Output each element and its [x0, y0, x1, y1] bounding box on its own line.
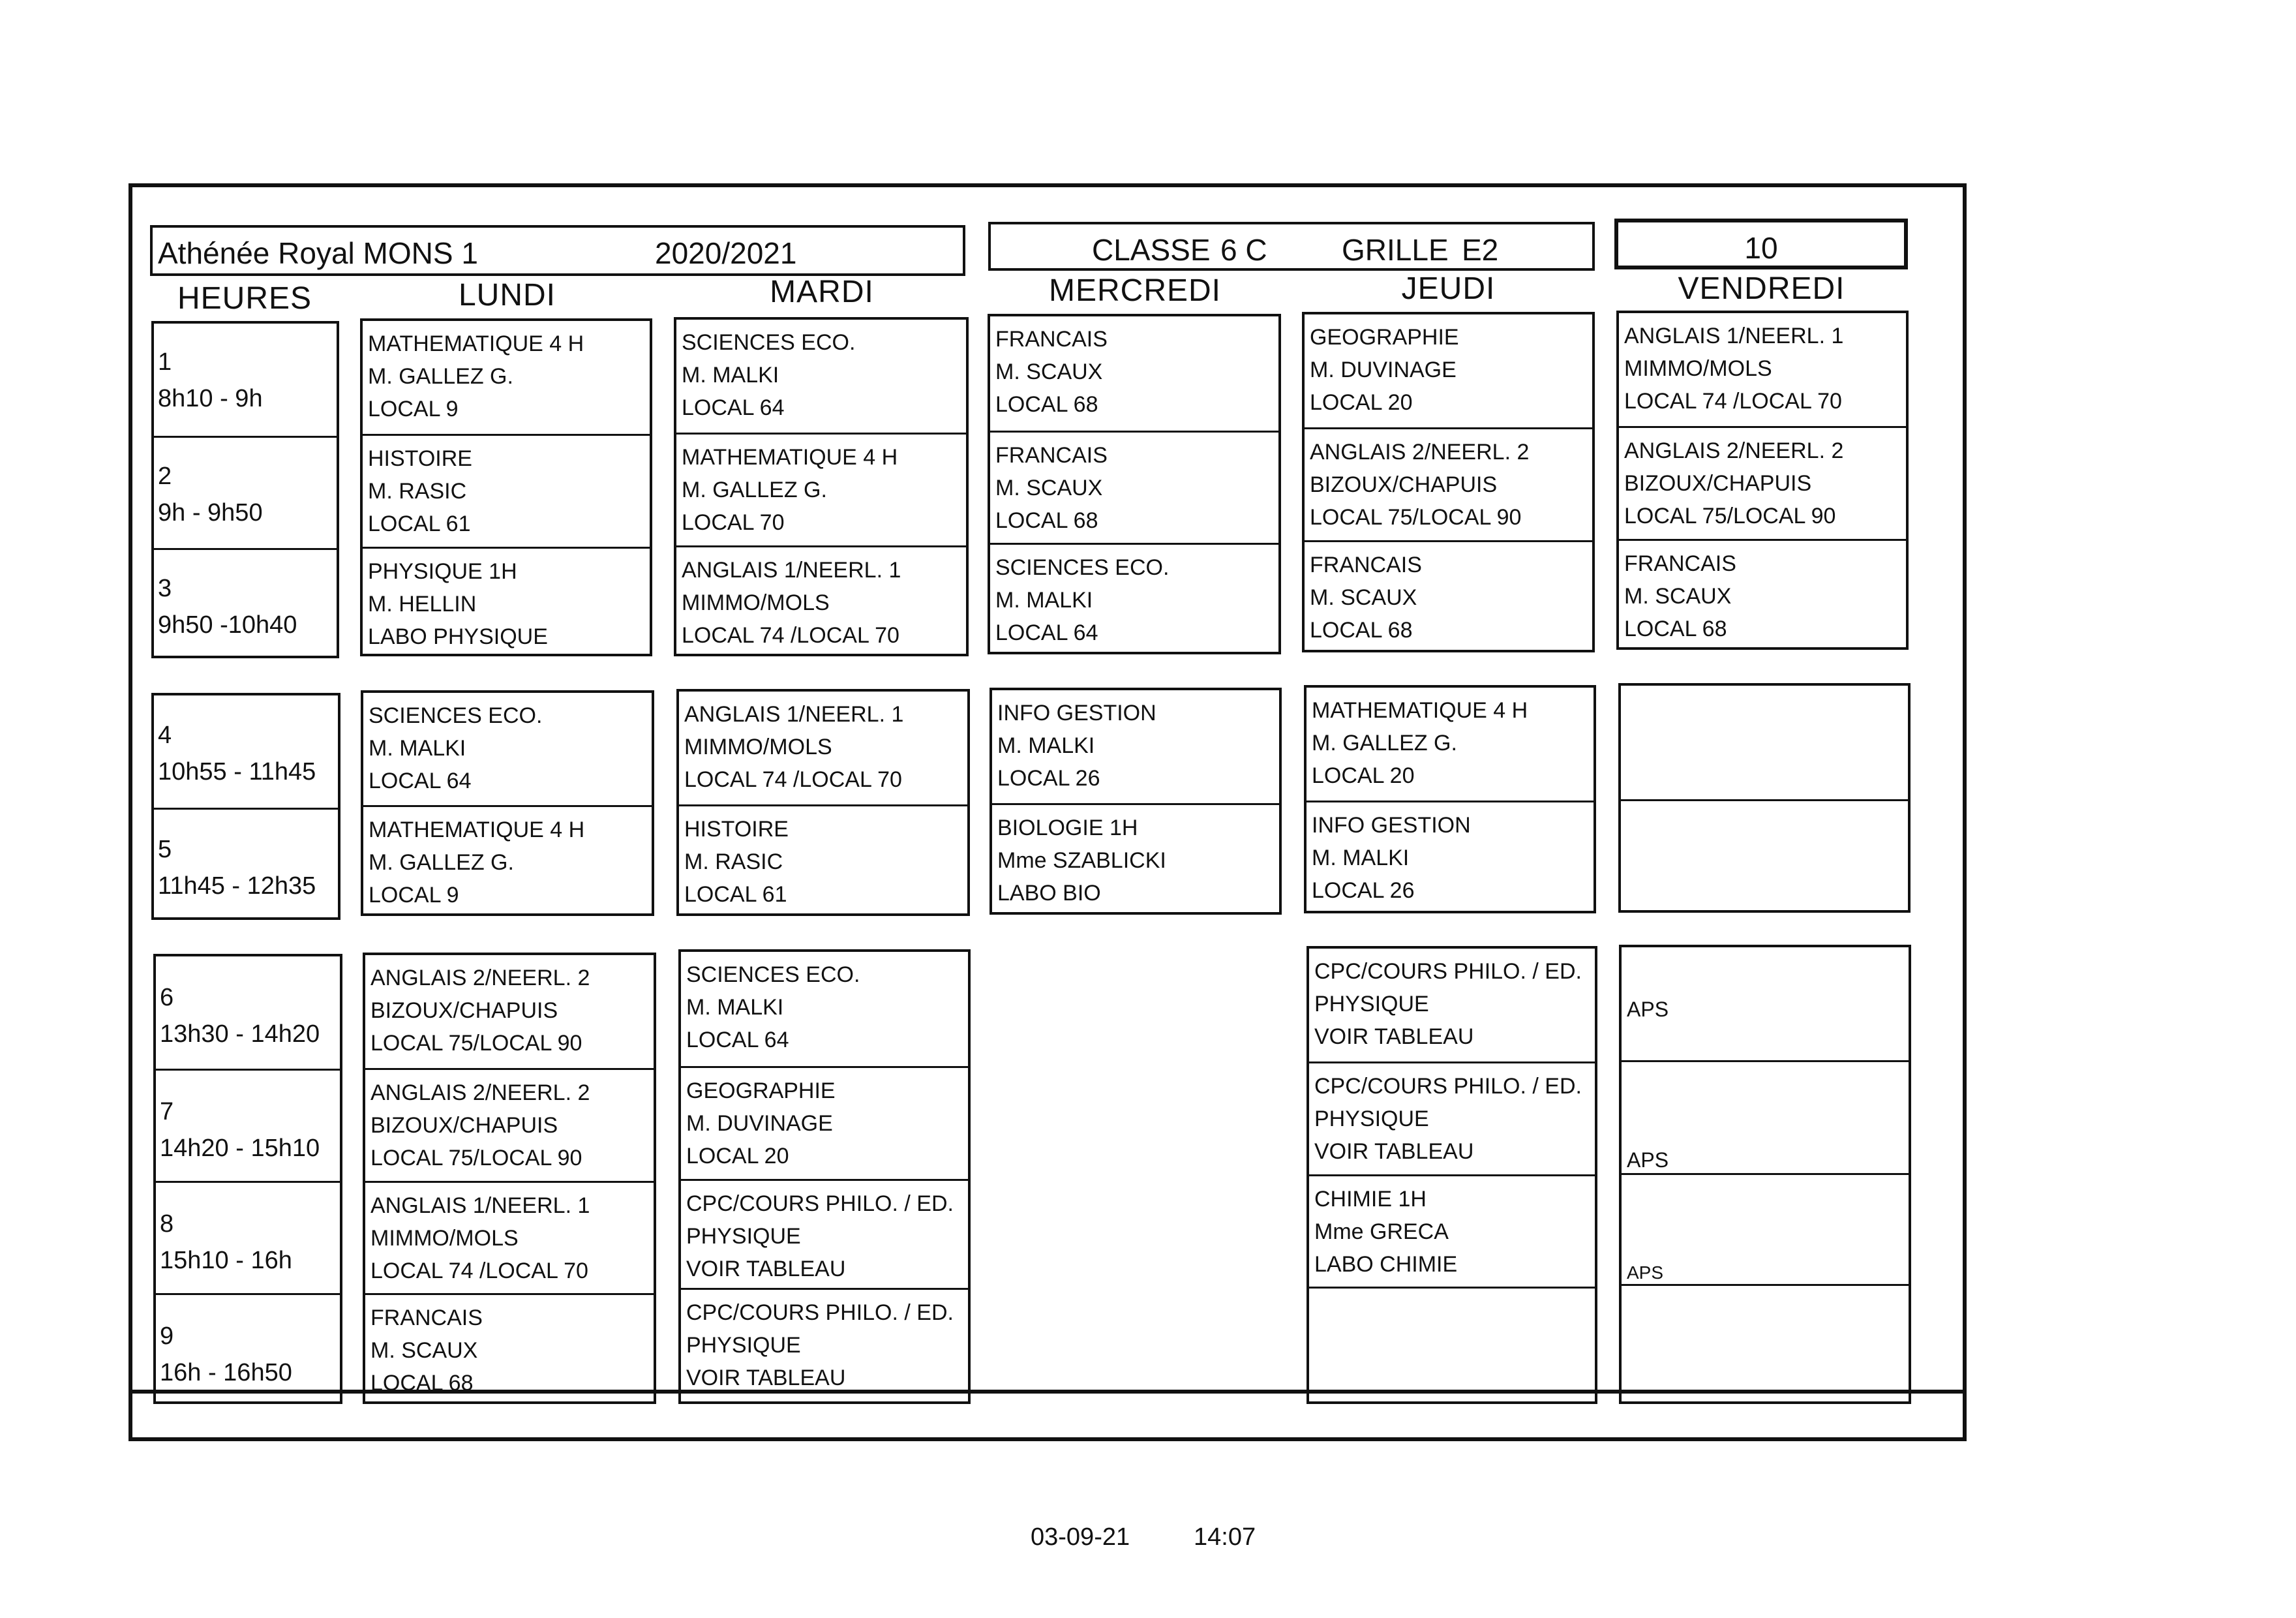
- hour-number: 6: [160, 984, 174, 1011]
- school-header: [150, 225, 965, 276]
- mercredi-block-midday: [989, 688, 1282, 915]
- hour-slot: [154, 695, 338, 808]
- aps-label: APS: [1627, 1148, 1669, 1172]
- course-teacher: MIMMO/MOLS: [1624, 356, 1772, 381]
- course-subject: CPC/COURS PHILO. / ED.: [1314, 1074, 1582, 1099]
- hours-block-midday: [151, 693, 340, 920]
- course-subject: ANGLAIS 2/NEERL. 2: [370, 1080, 590, 1105]
- hour-time: 10h55 - 11h45: [158, 758, 316, 786]
- course-cell: [363, 693, 652, 805]
- course-subject: ANGLAIS 2/NEERL. 2: [1310, 440, 1530, 465]
- course-teacher: M. MALKI: [995, 588, 1093, 613]
- course-cell: [1622, 1060, 1909, 1173]
- vendredi-block-midday: [1618, 683, 1911, 913]
- lundi-block-midday: [361, 690, 654, 916]
- course-room: LOCAL 70: [682, 510, 785, 535]
- course-teacher: MIMMO/MOLS: [682, 590, 830, 615]
- course-cell: [1619, 539, 1906, 650]
- classe-value: 6 C: [1220, 233, 1267, 267]
- course-teacher: M. MALKI: [369, 736, 466, 761]
- col-lundi: LUNDI: [458, 278, 556, 313]
- course-room: LOCAL 20: [1312, 763, 1415, 788]
- course-room: LOCAL 75/LOCAL 90: [370, 1031, 582, 1056]
- course-subject: CPC/COURS PHILO. / ED.: [1314, 959, 1582, 984]
- course-cell: [363, 434, 650, 547]
- course-room: LOCAL 75/LOCAL 90: [370, 1146, 582, 1170]
- course-cell: [990, 316, 1278, 431]
- course-cell: [676, 545, 966, 656]
- course-cell: [679, 804, 967, 916]
- course-cell: [990, 431, 1278, 543]
- classe-label: CLASSE: [1092, 233, 1211, 267]
- course-teacher: MIMMO/MOLS: [370, 1226, 519, 1251]
- print-time: 14:07: [1194, 1523, 1256, 1551]
- course-room: LOCAL 68: [1310, 618, 1413, 643]
- course-teacher: M. HELLIN: [368, 592, 477, 617]
- hour-number: 4: [158, 722, 172, 749]
- course-teacher: M. RASIC: [368, 479, 467, 504]
- course-subject: SCIENCES ECO.: [682, 330, 856, 355]
- hour-slot: [154, 808, 338, 920]
- course-teacher: Mme SZABLICKI: [997, 848, 1166, 873]
- hour-slot: [156, 1293, 340, 1405]
- hour-slot: [156, 1181, 340, 1293]
- course-subject: CPC/COURS PHILO. / ED.: [686, 1300, 954, 1325]
- course-teacher: M. SCAUX: [995, 476, 1103, 500]
- course-room: VOIR TABLEAU: [686, 1257, 846, 1281]
- course-cell: [1619, 426, 1906, 539]
- course-room: LABO PHYSIQUE: [368, 624, 548, 649]
- mardi-block-morning: [674, 317, 969, 656]
- course-cell: [992, 690, 1279, 803]
- course-cell: [1622, 1173, 1909, 1284]
- course-cell: [365, 1293, 654, 1404]
- aps-label: APS: [1627, 998, 1669, 1021]
- course-room: LOCAL 61: [684, 882, 787, 907]
- hour-number: 7: [160, 1098, 174, 1125]
- course-room: LOCAL 68: [1624, 617, 1727, 641]
- jeudi-block-midday: [1304, 685, 1596, 913]
- course-teacher: M. SCAUX: [1310, 585, 1417, 610]
- course-subject: MATHEMATIQUE 4 H: [1312, 698, 1528, 723]
- mercredi-block-morning: [988, 314, 1281, 654]
- course-teacher: M. MALKI: [686, 995, 784, 1020]
- course-cell: [679, 692, 967, 804]
- course-subject: CPC/COURS PHILO. / ED.: [686, 1191, 954, 1216]
- course-room: VOIR TABLEAU: [1314, 1139, 1474, 1164]
- course-teacher: BIZOUX/CHAPUIS: [1624, 471, 1812, 496]
- course-teacher: MIMMO/MOLS: [684, 735, 832, 759]
- course-room: LOCAL 26: [997, 766, 1100, 791]
- hour-time: 16h - 16h50: [160, 1359, 292, 1386]
- grid-number-box: [1614, 219, 1908, 269]
- course-teacher: M. SCAUX: [370, 1338, 478, 1363]
- course-room: LOCAL 64: [686, 1028, 789, 1052]
- course-subject: FRANCAIS: [995, 443, 1108, 468]
- hour-number: 5: [158, 836, 172, 863]
- course-cell: [1305, 314, 1592, 427]
- course-room: LABO CHIMIE: [1314, 1252, 1458, 1277]
- col-mercredi: MERCREDI: [1048, 273, 1221, 308]
- course-subject: SCIENCES ECO.: [686, 962, 860, 987]
- course-subject: GEOGRAPHIE: [686, 1078, 836, 1103]
- course-subject: INFO GESTION: [1312, 813, 1471, 838]
- course-teacher: M. SCAUX: [995, 359, 1103, 384]
- course-cell: [363, 547, 650, 656]
- course-teacher: M. GALLEZ G.: [682, 478, 827, 502]
- course-cell: [1307, 801, 1594, 913]
- course-subject: FRANCAIS: [370, 1305, 483, 1330]
- course-subject: SCIENCES ECO.: [995, 555, 1170, 580]
- course-subject: MATHEMATIQUE 4 H: [369, 817, 585, 842]
- course-subject: FRANCAIS: [1310, 553, 1422, 577]
- course-room: LOCAL 68: [995, 392, 1098, 417]
- course-room: LOCAL 68: [995, 508, 1098, 533]
- course-cell: [1309, 1061, 1595, 1174]
- course-room: LOCAL 74 /LOCAL 70: [682, 623, 899, 648]
- jeudi-block-morning: [1302, 312, 1595, 652]
- course-subject: ANGLAIS 2/NEERL. 2: [1624, 438, 1844, 463]
- course-room: LABO BIO: [997, 881, 1101, 906]
- course-teacher: BIZOUX/CHAPUIS: [1310, 472, 1498, 497]
- grille-value: E2: [1462, 233, 1499, 267]
- course-subject: HISTOIRE: [368, 446, 472, 471]
- hour-slot: [156, 956, 340, 1069]
- course-subject: GEOGRAPHIE: [1310, 325, 1459, 350]
- course-subject: FRANCAIS: [1624, 551, 1736, 576]
- grille-label: GRILLE: [1342, 233, 1449, 267]
- hour-slot: [154, 436, 337, 548]
- jeudi-block-afternoon: [1307, 946, 1597, 1404]
- course-room: LOCAL 74 /LOCAL 70: [370, 1259, 588, 1283]
- hour-number: 9: [160, 1322, 174, 1350]
- vendredi-block-afternoon: [1619, 945, 1911, 1404]
- hour-time: 8h10 - 9h: [158, 385, 263, 412]
- course-teacher: M. MALKI: [997, 733, 1095, 758]
- course-room: LOCAL 26: [1312, 878, 1415, 903]
- course-subject: CHIMIE 1H: [1314, 1187, 1427, 1212]
- course-teacher: M. GALLEZ G.: [368, 364, 513, 389]
- course-subject: FRANCAIS: [995, 327, 1108, 352]
- hour-number: 2: [158, 463, 172, 490]
- course-teacher: M. MALKI: [682, 363, 779, 388]
- course-subject: BIOLOGIE 1H: [997, 816, 1138, 840]
- col-vendredi: VENDREDI: [1678, 271, 1845, 306]
- course-teacher: PHYSIQUE: [1314, 1107, 1429, 1131]
- hour-slot: [154, 324, 337, 436]
- col-heures: HEURES: [177, 281, 312, 316]
- course-room: LOCAL 75/LOCAL 90: [1624, 504, 1836, 528]
- course-cell: [365, 955, 654, 1068]
- course-teacher: Mme GRECA: [1314, 1219, 1449, 1244]
- course-room: LOCAL 9: [368, 397, 459, 421]
- course-cell: [363, 805, 652, 916]
- course-subject: ANGLAIS 1/NEERL. 1: [684, 702, 904, 727]
- vendredi-block-morning: [1616, 311, 1909, 650]
- course-teacher: PHYSIQUE: [1314, 992, 1429, 1016]
- course-cell: [1305, 540, 1592, 652]
- school-year: 2020/2021: [655, 236, 797, 270]
- course-room: LOCAL 75/LOCAL 90: [1310, 505, 1522, 530]
- course-subject: HISTOIRE: [684, 817, 789, 842]
- course-room: VOIR TABLEAU: [686, 1366, 846, 1390]
- course-teacher: BIZOUX/CHAPUIS: [370, 998, 558, 1023]
- course-room: LOCAL 64: [995, 620, 1098, 645]
- hour-number: 1: [158, 348, 172, 376]
- course-teacher: BIZOUX/CHAPUIS: [370, 1113, 558, 1138]
- course-cell: [992, 803, 1279, 915]
- course-cell: [676, 433, 966, 545]
- course-room: LOCAL 74 /LOCAL 70: [1624, 389, 1842, 414]
- hour-slot: [156, 1069, 340, 1181]
- course-room: LOCAL 61: [368, 511, 471, 536]
- course-room: LOCAL 20: [1310, 390, 1413, 415]
- course-cell: [681, 952, 968, 1066]
- hour-time: 15h10 - 16h: [160, 1247, 292, 1274]
- course-cell: [676, 320, 966, 433]
- course-teacher: M. SCAUX: [1624, 584, 1732, 609]
- hour-time: 9h50 -10h40: [158, 611, 297, 639]
- aps-label: APS: [1627, 1262, 1664, 1283]
- course-subject: PHYSIQUE 1H: [368, 559, 517, 584]
- course-cell: [1309, 1174, 1595, 1287]
- course-cell: [1622, 947, 1909, 1060]
- hour-time: 11h45 - 12h35: [158, 872, 316, 900]
- course-teacher: PHYSIQUE: [686, 1224, 801, 1249]
- lundi-block-morning: [360, 318, 652, 656]
- course-subject: MATHEMATIQUE 4 H: [682, 445, 898, 470]
- hours-block-morning: [151, 321, 339, 658]
- course-cell: [1305, 427, 1592, 540]
- print-date: 03-09-21: [1031, 1523, 1130, 1551]
- course-room: LOCAL 74 /LOCAL 70: [684, 767, 902, 792]
- course-cell: [681, 1179, 968, 1288]
- course-cell-empty: [1621, 799, 1908, 913]
- course-cell: [1309, 949, 1595, 1061]
- course-cell: [990, 543, 1278, 654]
- mardi-block-afternoon: [678, 949, 971, 1404]
- course-subject: INFO GESTION: [997, 701, 1156, 725]
- course-subject: MATHEMATIQUE 4 H: [368, 331, 584, 356]
- course-teacher: PHYSIQUE: [686, 1333, 801, 1358]
- course-cell: [365, 1181, 654, 1293]
- mardi-block-midday: [676, 689, 970, 916]
- course-cell-empty: [1621, 686, 1908, 799]
- hour-number: 3: [158, 575, 172, 602]
- class-header: [988, 222, 1595, 271]
- course-teacher: M. GALLEZ G.: [1312, 731, 1457, 756]
- course-room: LOCAL 9: [369, 883, 459, 908]
- hour-time: 13h30 - 14h20: [160, 1020, 320, 1048]
- course-cell-empty: [1309, 1287, 1595, 1404]
- hour-time: 9h - 9h50: [158, 499, 263, 527]
- course-teacher: M. DUVINAGE: [686, 1111, 833, 1136]
- school-name: Athénée Royal MONS 1: [158, 236, 478, 270]
- course-subject: ANGLAIS 2/NEERL. 2: [370, 966, 590, 990]
- course-cell: [365, 1068, 654, 1181]
- hour-slot: [154, 548, 337, 659]
- course-cell: [1307, 688, 1594, 801]
- grid-number: 10: [1744, 231, 1778, 265]
- course-teacher: M. GALLEZ G.: [369, 850, 514, 875]
- course-subject: ANGLAIS 1/NEERL. 1: [682, 558, 901, 583]
- course-room: LOCAL 64: [369, 769, 472, 793]
- course-cell-empty: [1622, 1284, 1909, 1404]
- course-room: LOCAL 20: [686, 1144, 789, 1168]
- hour-number: 8: [160, 1210, 174, 1238]
- course-subject: SCIENCES ECO.: [369, 703, 543, 728]
- course-teacher: M. MALKI: [1312, 846, 1410, 870]
- lundi-block-afternoon: [363, 953, 656, 1404]
- course-room: LOCAL 68: [370, 1371, 474, 1396]
- course-room: LOCAL 64: [682, 395, 785, 420]
- hours-block-afternoon: [153, 954, 342, 1404]
- course-subject: ANGLAIS 1/NEERL. 1: [370, 1193, 590, 1218]
- course-cell: [363, 321, 650, 434]
- course-room: VOIR TABLEAU: [1314, 1024, 1474, 1049]
- hour-time: 14h20 - 15h10: [160, 1135, 320, 1162]
- course-cell: [681, 1288, 968, 1404]
- course-cell: [681, 1066, 968, 1179]
- col-jeudi: JEUDI: [1401, 271, 1496, 306]
- course-teacher: M. DUVINAGE: [1310, 358, 1457, 382]
- course-subject: ANGLAIS 1/NEERL. 1: [1624, 324, 1844, 348]
- col-mardi: MARDI: [770, 275, 874, 309]
- course-cell: [1619, 313, 1906, 426]
- course-teacher: M. RASIC: [684, 849, 783, 874]
